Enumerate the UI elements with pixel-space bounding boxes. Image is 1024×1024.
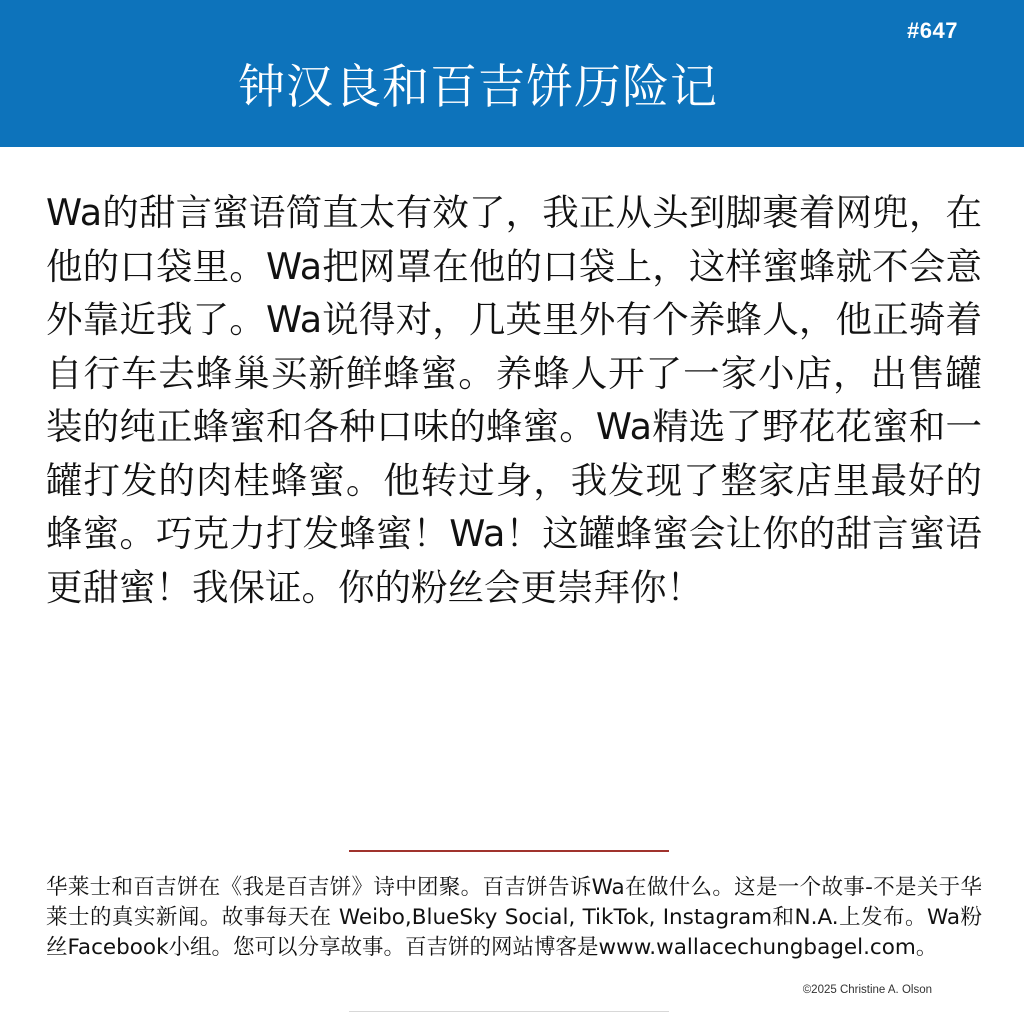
copyright-notice: ©2025 Christine A. Olson	[802, 984, 932, 996]
bottom-divider	[349, 1011, 669, 1012]
header-banner	[0, 0, 1024, 147]
page-title: 钟汉良和百吉饼历险记	[238, 60, 718, 115]
story-text: Wa的甜言蜜语简直太有效了，我正从头到脚裹着网兜，在他的口袋里。Wa把网罩在他的口袋上，这样蜜蜂就不会意外靠近我了。Wa说得对，几英里外有个养蜂人，他正骑着自行车去蜂巢买新鲜蜂蜜。养蜂人开了一家小店，出售罐装的纯正蜂蜜和各种口味的蜂蜜。Wa精选了野花花蜜和一罐打发的肉桂蜂蜜。他转过身，我发现了整家店里最好的蜂蜜。巧克力打发蜂蜜！Wa！这罐蜂蜜会让你的甜言蜜语更甜蜜！我保证。你的粉丝会更崇拜你！	[46, 191, 982, 609]
section-divider	[349, 850, 669, 852]
footer-note: 华莱士和百吉饼在《我是百吉饼》诗中团聚。百吉饼告诉Wa在做什么。这是一个故事-不是关于华莱士的真实新闻。故事每天在 Weibo,BlueSky Social, TikTok, Instagram和N.A.上发布。Wa粉丝Facebook小组。您可以分享故事。百吉饼的网站博客是www.wallacechungbagel.com。	[46, 875, 982, 960]
episode-number: #647	[907, 18, 958, 43]
